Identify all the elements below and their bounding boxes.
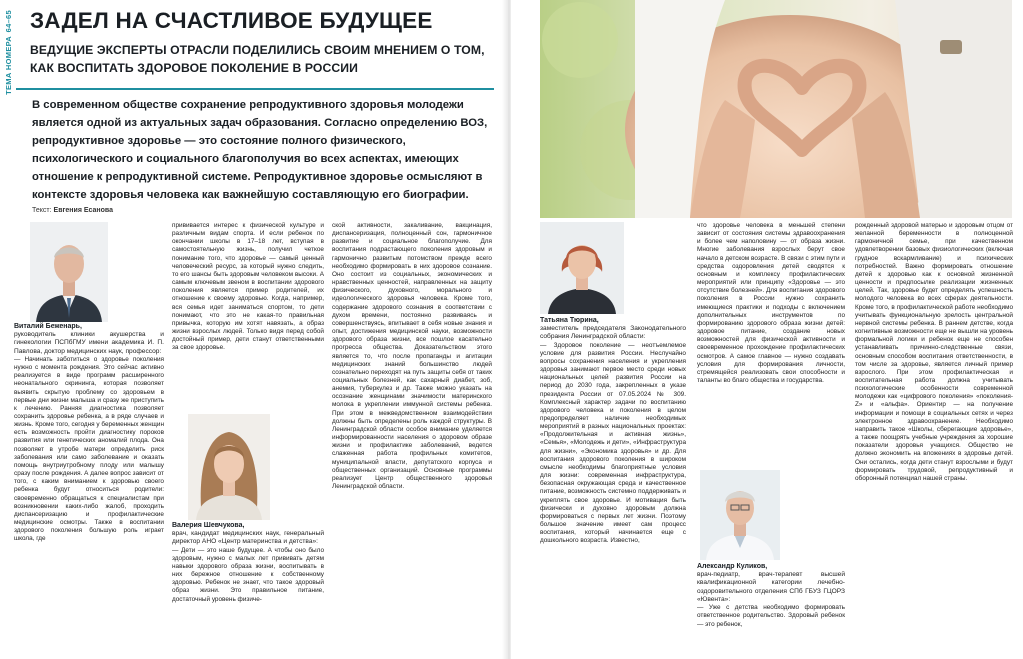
expert-role-tyurina: заместитель председателя Законодательного собрания Ленинградской области: (540, 325, 686, 341)
expert-name-shevchukova: Валерия Шевчукова, (172, 522, 245, 529)
article-title: ЗАДЕЛ НА СЧАСТЛИВОЕ БУДУЩЕЕ (30, 8, 433, 33)
page-number: 64–65 (4, 10, 13, 33)
credit-author: Евгения Есанова (53, 207, 114, 214)
quote-tyurina-continued: что здоровье человека в меньшей степени зависит от состояния системы здравоохранения и более чем наполовину — от образа жизни. Многие заболевания взрослых берут свое начало в детском возрасте. В связи с этим пути и средства оздоровления детей сводятся к основным и комплексу профилактических мероприятий или принципу «Здоровье — это отсутствие болезней». Для воспитания здорового поколения в России нужно сохранить имеющиеся практики и подходы с включением дополнительных инструментов по формированию здорового образа жизни детей: здоровое питание, создание новых возможностей для физической активности и своевременное прохождение профилактических осмотров. А самое главное — нужно создавать условия для формирования личности, стремящейся реализовать свои способности и таланты во благо общества и государства. (697, 222, 845, 384)
credit-label: Текст: (32, 207, 52, 214)
column-right-2b (697, 562, 845, 629)
column-left-3 (332, 222, 492, 491)
author-credit (32, 207, 113, 214)
article-lead: В современном обществе сохранение репродуктивного здоровья молодежи является одной из актуальных задач образования. Согласно определению ВОЗ, репродуктивное здоровье — это состояние полного физического, психологического и социального благополучия во всех аспектах, имеющих отношение к репродуктивной системе. Репродуктивное здоровье осмысляют в контексте здоровья человека как важнейшую составляющую его биографии. (32, 99, 488, 202)
expert-photo-shevchukova (188, 414, 270, 520)
quote-shevchukova-continued: ской активности, закаливание, вакцинация, диспансеризация, полноценный сон, гармоничное развитие и социальное благополучие. Для воспитания подрастающего поколения здоровым и гармонично развитым потомством прежде всего необходимо формировать в них здоровое сознание. Оно состоит из социальных, экономических и нравственных ценностей, направленных на защиту физического, духовного, морального и идеологического здоровья человека. Кроме того, содержание здорового сознания в соответствии с духом времени, постоянно развиваясь и совершенствуясь, впитывает в себя новые знания и опыт, достижения медицинской науки, возможности здорового образа жизни, все пошлое касательно прогресса общества. Доказательством этого является то, что после пропаганды и агитации медицинских знаний большинство людей сознательно переходят на путь защиты себя от таких социальных болезней, как сахарный диабет, зоб, анемия, туберкулез и др. Также можно указать на осознание женщинами значимости материнского молока в укреплении иммунной системы ребенка. При этом в межведомственном взаимодействии должны быть определены роль каждой структуры. В Ленинградской области особое внимание уделяется информированности населения о здоровом образе жизни и профилактике заболеваний, ведется слаженная работа профильных комитетов, муниципальной власти, депутатского корпуса и общественных организаций. Основные программы реализует Центр общественного здоровья Ленинградской области. (332, 222, 492, 490)
expert-name-kulikov: Александр Куликов, (697, 563, 768, 570)
quote-tyurina: — Здоровое поколение — неотъемлемое условие для развития России. Неслучайно вопросы сохранения населения и укрепления здоровья занимают первое место среди новых национальных целей развития России на период до 2030 года, закрепленных в указе президента России от 07.05.2024 № 309. Комплексный характер задачи по воспитанию здорового человека и поколения в целом предопределяет наличие необходимых мероприятий в разных национальных проектах: «Продолжительная и активная жизнь», «Семья», «Молодежь и дети», «Инфраструктура для жизни», «Экономика здоровья» и др. Для воспитания здорового поколения в широком смысле необходимы благоприятные условия для жизни: современная инфраструктура, безопасная окружающая среда и качественное питание, возможность системно поддерживать и укреплять свое здоровье. И мотивация быть физически и духовно здоровым должна формироваться с первых лет жизни. Поэтому большое значение имеет сам процесс воспитания, который начинается еще с дошкольного возраста. Известно, (540, 341, 686, 545)
column-left-2 (172, 222, 324, 353)
expert-photo-tyurina (540, 222, 624, 314)
expert-role-shevchukova: врач, кандидат медицинских наук, генеральный директор АНО «Центр материнства и детства»: (172, 530, 324, 546)
quote-bezhenar: — Начинать заботиться о здоровье поколения нужно с момента рождения. Это сейчас активно реализуется в виде программ расширенного неонатального скрининга, которая позволяет выявить скрытую проблему со здоровьем в первые дни жизни малыша и сразу же приступить к лечению. Ранняя диагностика позволяет сохранить здоровье ребенка, а в ряде случаев и жизнь. Кроме того, сегодня у беременных женщин есть возможность пройти диагностику пороков развития или генетических аномалий плода. Она позволяет в утробе матери определить риск заболевания или само заболевание и оказать помощь внутриутробному плоду или малышу сразу после рождения. А далее вопрос зависит от того, с каким вниманием к здоровью своего ребенка будут относиться родители: своевременно обращаться к специалистам при возникновении каких-либо жалоб, проходить диспансеризацию и профилактические медицинские осмотры. Также в воспитании здорового поколения большую роль играет школа, где (14, 355, 164, 543)
quote-bezhenar-continued: прививается интерес к физической культуре и различным видам спорта. И если ребенок по окончании школы в 17–18 лет, вступая в самостоятельную жизнь, получил четкое понимание того, что здоровье — самый ценный человеческий ресурс, за который нужно следить, то его шансы быть здоровым человеком высоки. А самым ключевым звеном в воспитании здорового поколения является пример родителей, их отношение к своему здоровью. Когда, например, вся семья идет заниматься спортом, то дети понимают, что это не какая-то правильная привычка, которую им хотят навязать, а образ жизни взрослых людей. Только видя перед собой достойный пример, дети станут ответственными за свое здоровье. (172, 222, 324, 352)
quote-kulikov: — Уже с детства необходимо формировать ответственное родительство. Здоровый ребенок — это ребенок, (697, 604, 845, 628)
quote-shevchukova: — Дети — это наше будущее. А чтобы оно было здоровым, нужно с малых лет прививать детям навыки здорового образа жизни, воспитывать в них бережное отношение к собственному здоровью. Ребенок не знает, что такое здоровый образ жизни. Это правильное питание, достаточный уровень физиче- (172, 546, 324, 603)
expert-name-tyurina: Татьяна Тюрина, (540, 317, 599, 324)
rubric-label: ТЕМА НОМЕРА (4, 36, 13, 95)
column-left-2b (172, 521, 324, 604)
column-right-1 (540, 316, 686, 546)
expert-name-bezhenar: Виталий Беженарь, (14, 323, 82, 330)
column-right-2 (697, 222, 845, 385)
expert-photo-bezhenar (30, 222, 108, 322)
column-right-3 (855, 222, 1013, 483)
article-subtitle: ВЕДУЩИЕ ЭКСПЕРТЫ ОТРАСЛИ ПОДЕЛИЛИСЬ СВОИМ МНЕНИЕМ О ТОМ, КАК ВОСПИТАТЬ ЗДОРОВОЕ ПОКОЛЕНИЕ В РОССИИ (30, 43, 485, 75)
expert-role-bezhenar: руководитель клиники акушерства и гинекологии ПСПбГМУ имени академика И. П. Павлова, доктор медицинских наук, профессор: (14, 331, 164, 355)
title-divider (16, 88, 494, 90)
left-page (0, 0, 506, 659)
column-left-1 (14, 322, 164, 543)
hero-photo (540, 0, 1012, 218)
expert-role-kulikov: врач-педиатр, врач-терапевт высшей квалификационной категории лечебно-оздоровительного отделения СПб ГБУЗ ГЦОРЗ «Ювента»: (697, 571, 845, 603)
quote-kulikov-continued: рожденный здоровой матерью и здоровым отцом от желанной беременности в полноценной гармоничной семье, при качественном удовлетворении базовых физиологических (включая грудное вскармливание) и психических потребностей. Важно формировать отношение детей к здоровью как к основной жизненной ценности и предпосылке реализации жизненных целей. Так, здоровье будет определять успешность молодого человека во всех сферах деятельности. Кроме того, в профилактической работе необходимо учитывать функциональную зрелость центральной нервной системы ребенка. В раннем детстве, когда когнитивные возможности еще не вышли на уровень формальной логики и ребенок еще не способен устанавливать причинно-следственные связи, основным способом воспитания ответственности, в том числе за здоровье, является личный пример взрослого. При этом профилактическая и воспитательная работа должна учитывать психологические особенности современной молодежи как «цифрового поколения» «поколения-Z» и «альфа». Ориентир — на получение информации и помощи в социальных сетях и через электронное здравоохранение. Необходимо направить такое «Школы, сберегающие здоровье», а также поощрять учебные учреждения за хорошие показатели здоровья учащихся. Общество не должно экономить на вложениях в здоровье детей. Они остались, когда дети станут взрослыми и будут формировать трудовой, репродуктивный и оборонный потенциал нашей страны. (855, 222, 1013, 482)
expert-photo-kulikov (700, 470, 780, 560)
side-tab (4, 10, 16, 95)
